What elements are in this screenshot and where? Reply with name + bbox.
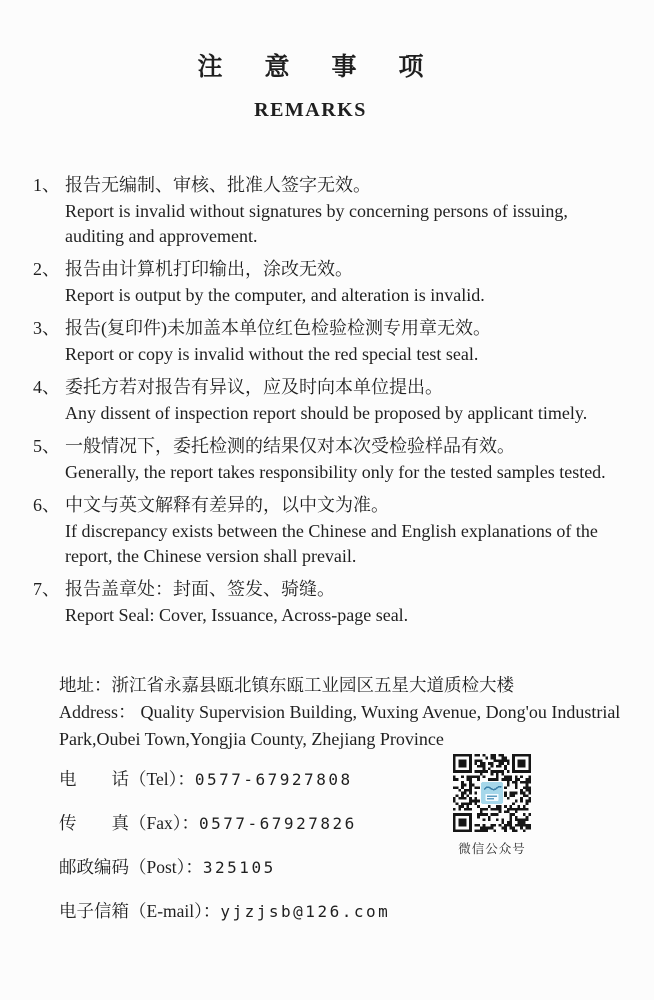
contact-row [59,810,640,838]
remark-text-cn: 中文与英文解释有差异的，以中文为准。 [65,495,389,515]
remark-text [65,374,587,426]
contact-row-label: 传 真（Fax）： [59,813,199,833]
remark-number: 1、 [33,175,60,195]
remark-text-en-line: Report or copy is invalid without the red special test seal. [65,344,479,364]
address-line-cn: 地址：浙江省永嘉县瓯北镇东瓯工业园区五星大道质检大楼 [59,675,514,695]
remark-item [33,172,640,249]
remark-text-en-line: Report Seal: Cover, Issuance, Across-page seal. [65,605,409,625]
remark-text-cn: 报告无编制、审核、批准人签字无效。 [65,175,371,195]
remark-number: 4、 [33,377,60,397]
remark-text-en-line: If discrepancy exists between the Chinese and English explanations of the [65,521,598,541]
remark-item [33,492,640,569]
remark-text-en-line: report, the Chinese version shall prevail. [65,546,357,566]
remark-number: 5、 [33,436,60,456]
remark-text [65,315,491,367]
remark-text [65,433,606,485]
qr-caption: 微信公众号 [458,842,526,856]
contact-row-label: 电子信箱（E-mail）： [59,901,221,921]
remark-item [33,374,640,426]
remark-text-cn: 一般情况下，委托检测的结果仅对本次受检验样品有效。 [65,436,515,456]
address-line-en: Park,Oubei Town,Yongjia County, Zhejiang Province [59,729,444,749]
remark-text [65,492,598,569]
page-title-en: REMARKS [254,99,367,121]
contact-row-value: 325105 [202,858,276,877]
remark-item [33,315,640,367]
page-header [33,52,640,123]
contact-row [59,854,640,882]
contact-row-value: 0577-67927826 [199,814,357,833]
remark-text-cn: 报告盖章处：封面、签发、骑缝。 [65,579,335,599]
contact-block [59,671,640,926]
page-title-cn: 注意事项 [197,54,466,81]
remark-text-en-line: auditing and approvement. [65,226,258,246]
contact-row-value: yjzjsb@126.com [220,902,391,921]
remark-text [65,256,485,308]
remark-number: 3、 [33,318,60,338]
contact-row-label: 电 话（Tel）： [59,769,195,789]
remark-text [65,172,568,249]
address-line-en: Address： Quality Supervision Building, Wuxing Avenue, Dong'ou Industrial [59,702,621,722]
contact-row-label: 邮政编码（Post）： [59,857,203,877]
remark-text-en-line: Report is output by the computer, and alteration is invalid. [65,285,485,305]
contact-row [59,898,640,926]
remark-text-cn: 报告由计算机打印输出，涂改无效。 [65,259,353,279]
remarks-list [33,172,640,628]
remark-number: 7、 [33,579,60,599]
address-lines-en [59,699,640,753]
remark-text-cn: 报告(复印件)未加盖本单位红色检验检测专用章无效。 [65,318,491,338]
remark-text-en-line: Any dissent of inspection report should be proposed by applicant timely. [65,403,588,423]
remark-text-en-line: Report is invalid without signatures by concerning persons of issuing, [65,201,568,221]
contact-rows [59,766,640,926]
remark-item [33,433,640,485]
wechat-qr-code [453,754,531,832]
remark-item [33,576,640,628]
remark-text-en-line: Generally, the report takes responsibility only for the tested samples tested. [65,462,606,482]
qr-code-svg [453,754,531,832]
contact-row-value: 0577-67927808 [194,770,353,789]
contact-row [59,766,640,794]
remark-number: 2、 [33,259,60,279]
remark-text [65,576,408,628]
remark-number: 6、 [33,495,60,515]
remark-text-cn: 委托方若对报告有异议，应及时向本单位提出。 [65,377,443,397]
remark-item [33,256,640,308]
